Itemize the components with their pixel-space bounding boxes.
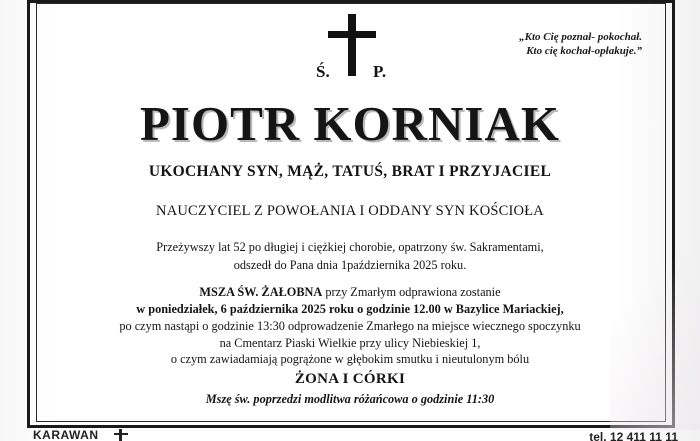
memorial-quote — [422, 30, 642, 58]
mass-line-3: po czym nastąpi o godzinie 13:30 odprowadzenie Zmarłego na miejsce wiecznego spoczynku — [119, 319, 581, 333]
footer-company: KARAWAN — [33, 428, 99, 441]
deceased-name: PIOTR KORNIAK — [139, 96, 560, 151]
rosary-note: Mszę św. poprzedzi modlitwa różańcowa o godzinie 11:30 — [205, 392, 495, 406]
death-notice-line-1: Przeżywszy lat 52 po długiej i ciężkiej chorobie, opatrzony św. Sakramentami, — [156, 240, 544, 254]
relations-line: UKOCHANY SYN, MĄŻ, TATUŚ, BRAT I PRZYJACIEL — [148, 163, 552, 180]
family-signature: ŻONA I CÓRKI — [294, 371, 406, 387]
quote-line-1: „Kto Cię poznał- pokochał. — [519, 31, 642, 43]
honorific-left: Ś. — [316, 62, 330, 81]
mass-line-5: o czym zawiadamiają pogrążone w głębokim smutku i nieutulonym bólu — [170, 352, 530, 366]
footer-phone: tel. 12 411 11 11 — [589, 430, 678, 441]
quote-line-2: Kto cię kochał-opłakuje.” — [526, 45, 642, 57]
vocation-line: NAUCZYCIEL Z POWOŁANIA I ODDANY SYN KOŚCIOŁA — [156, 203, 544, 219]
mass-date-line: w poniedziałek, 6 października 2025 roku o godzinie 12.00 w Bazylice Mariackiej, — [136, 302, 564, 316]
mass-line-4: na Cmentarz Piaski Wielkie przy ulicy Niebieskiej 1, — [219, 336, 481, 350]
mass-line-1-rest: przy Zmarłym odprawiona zostanie — [322, 285, 501, 299]
footer-cross-icon — [114, 429, 128, 441]
death-notice-line-2: odszedł do Pana dnia 1października 2025 roku. — [233, 258, 467, 272]
mass-heading: MSZA ŚW. ŻAŁOBNA — [199, 285, 323, 299]
honorific-right: P. — [373, 62, 387, 81]
mass-line-1 — [0, 283, 700, 301]
cross-icon — [328, 14, 376, 76]
